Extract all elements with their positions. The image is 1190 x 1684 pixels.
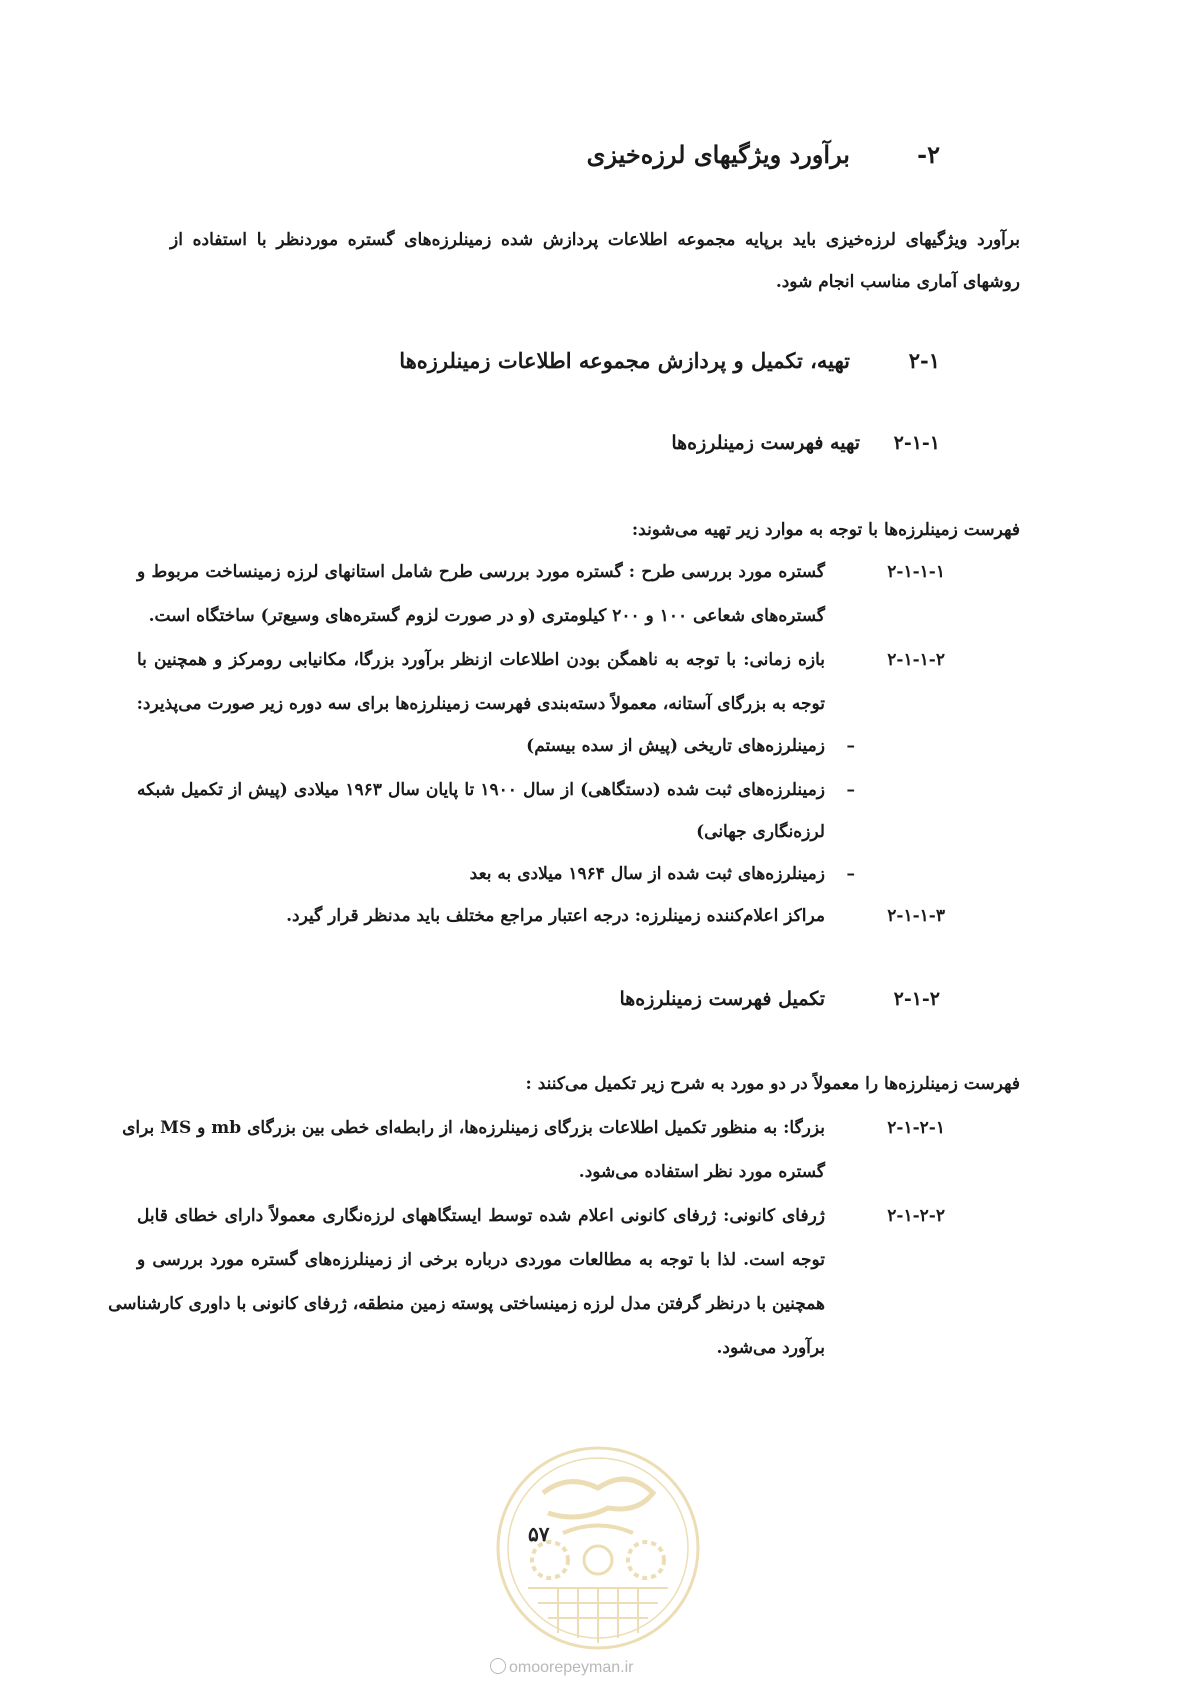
item-2-1-2-1-line-2: گستره مورد نظر استفاده می‌شود. [578, 1162, 825, 1182]
item-2-1-2-2-number: ۲-۱-۲-۲ [887, 1206, 945, 1226]
section-2-number: ۲- [917, 140, 940, 169]
section-2-1-number: ۲-۱ [908, 348, 940, 373]
intro-line-1: برآورد ویژگیهای لرزه‌خیزی باید برپایه مجموعه اطلاعات پردازش شده زمینلرزه‌های گستره موردنظر با استفاده از [170, 230, 1020, 250]
bullet-dash: – [846, 780, 855, 800]
bullet-dash: – [846, 864, 855, 884]
section-2-1-1-title: تهیه فهرست زمینلرزه‌ها [671, 432, 860, 454]
section-2-1-1-lead: فهرست زمینلرزه‌ها با توجه به موارد زیر تهیه می‌شوند: [631, 520, 1020, 540]
item-2-1-2-2-line-1: ژرفای کانونی: ژرفای کانونی اعلام شده توسط ایستگاههای لرزه‌نگاری معمولاً دارای خطای قابل [137, 1206, 825, 1226]
item-2-1-2-2-line-2: توجه است. لذا با توجه به مطالعات موردی درباره برخی از زمینلرزه‌های گستره مورد بررسی و [137, 1250, 825, 1270]
item-2-1-2-2-line-4: برآورد می‌شود. [716, 1338, 825, 1358]
section-2-1-2-number: ۲-۱-۲ [893, 988, 940, 1010]
item-2-1-1-1-line-2: گستره‌های شعاعی ۱۰۰ و ۲۰۰ کیلومتری (و در صورت لزوم گستره‌های وسیع‌تر) ساختگاه است. [148, 606, 825, 626]
bullet-2: زمینلرزه‌های ثبت شده (دستگاهی) از سال ۱۹۰۰ تا پایان سال ۱۹۶۳ میلادی (پیش از تکمیل شبکه [137, 780, 826, 800]
item-2-1-1-3-number: ۲-۱-۱-۳ [887, 906, 945, 926]
item-2-1-1-2-line-1: بازه زمانی: با توجه به ناهمگن بودن اطلاعات ازنظر برآورد بزرگا، مکانیابی رومرکز و همچنین با [137, 650, 825, 670]
item-2-1-2-1-line-1: بزرگا: به منظور تکمیل اطلاعات بزرگای زمینلرزه‌ها، از رابطه‌ای خطی بین بزرگای mb و MS برای [122, 1118, 825, 1138]
watermark-seal-logo [488, 1438, 708, 1658]
section-2-1-title: تهیه، تکمیل و پردازش مجموعه اطلاعات زمینلرزه‌ها [399, 348, 850, 373]
bullet-2-continuation: لرزه‌نگاری جهانی) [696, 822, 825, 842]
watermark-url [490, 1658, 634, 1677]
section-2-1-2-lead: فهرست زمینلرزه‌ها را معمولاً در دو مورد به شرح زیر تکمیل می‌کنند : [525, 1074, 1020, 1094]
intro-line-2: روشهای آماری مناسب انجام شود. [775, 272, 1020, 292]
bullet-3: زمینلرزه‌های ثبت شده از سال ۱۹۶۴ میلادی به بعد [469, 864, 825, 884]
watermark-url-text: omoorepeyman.ir [509, 1659, 634, 1676]
item-2-1-1-3-line-1: مراکز اعلام‌کننده زمینلرزه: درجه اعتبار مراجع مختلف باید مدنظر قرار گیرد. [286, 906, 825, 926]
item-2-1-1-1-line-1: گستره مورد بررسی طرح : گستره مورد بررسی طرح شامل استانهای لرزه زمینساخت مربوط و [137, 562, 825, 582]
item-2-1-1-2-number: ۲-۱-۱-۲ [887, 650, 945, 670]
item-2-1-1-2-line-2: توجه به بزرگای آستانه، معمولاً دسته‌بندی فهرست زمینلرزه‌ها برای سه دوره زیر صورت می‌پذیرد: [136, 694, 825, 714]
section-2-1-1-number: ۲-۱-۱ [893, 432, 940, 454]
page-number: ۵۷ [528, 1522, 550, 1546]
item-2-1-2-2-line-3: همچنین با درنظر گرفتن مدل لرزه زمینساختی پوسته زمین منطقه، ژرفای کانونی با داوری کارشناسی [108, 1294, 825, 1314]
item-2-1-1-1-number: ۲-۱-۱-۱ [887, 562, 945, 582]
item-2-1-2-1-number: ۲-۱-۲-۱ [887, 1118, 945, 1138]
bullet-1: زمینلرزه‌های تاریخی (پیش از سده بیستم) [526, 736, 825, 756]
section-2-title: برآورد ویژگیهای لرزه‌خیزی [586, 140, 850, 169]
section-2-1-2-title: تکمیل فهرست زمینلرزه‌ها [619, 988, 825, 1010]
globe-icon [490, 1658, 506, 1674]
bullet-dash: – [846, 736, 855, 756]
